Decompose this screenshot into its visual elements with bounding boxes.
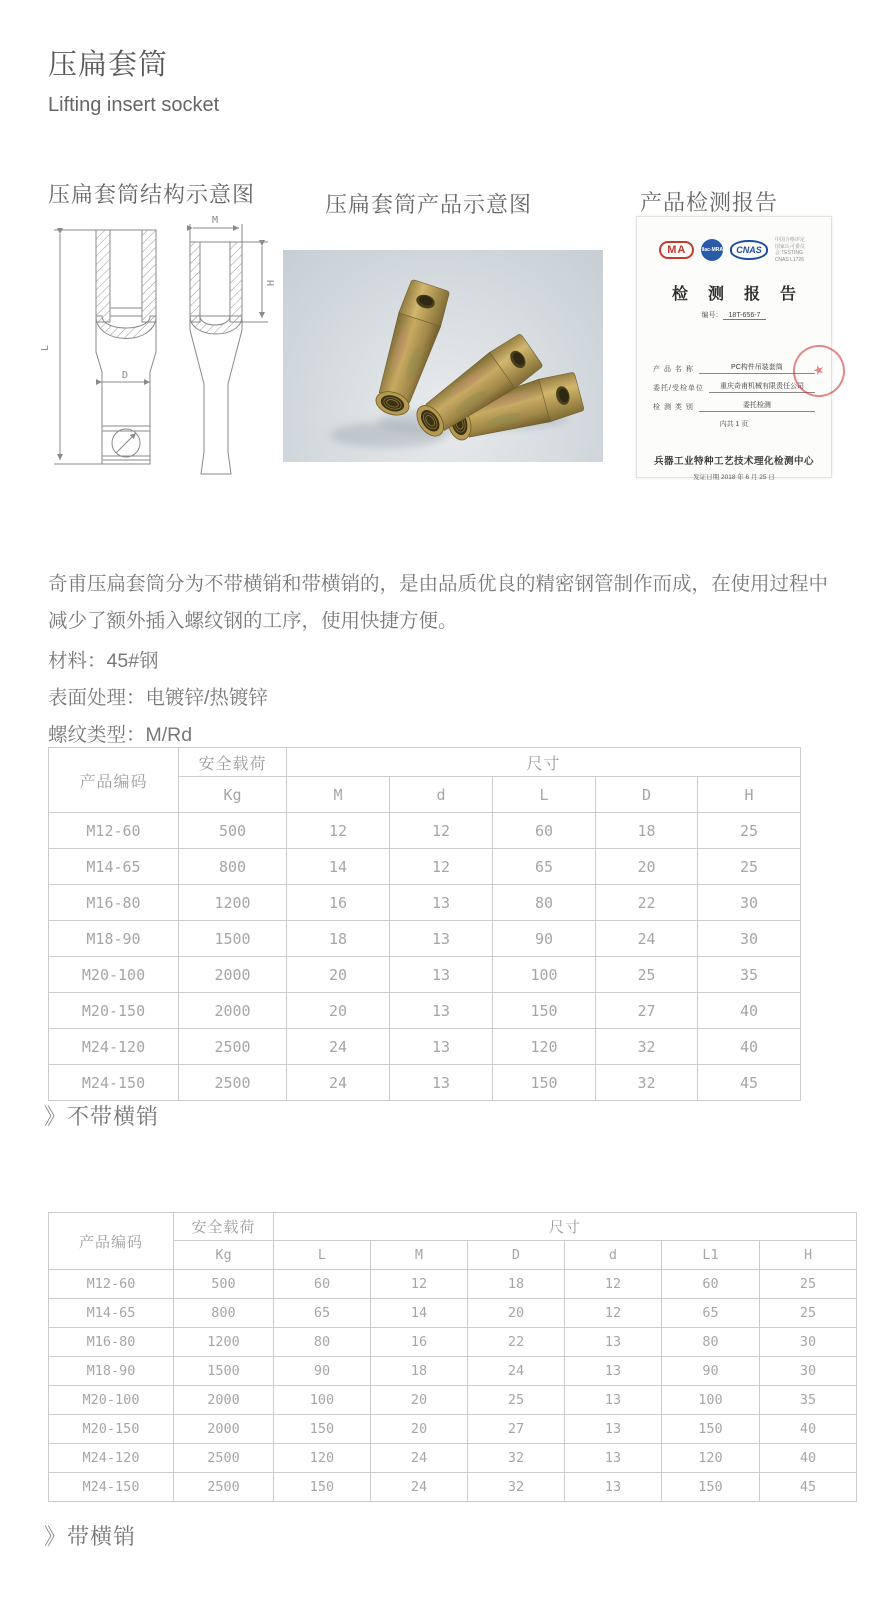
t1-dim-D: 24 [596, 921, 698, 957]
t1-dim-D: 18 [596, 813, 698, 849]
t2-dim-header: H [760, 1241, 857, 1270]
t2-product-code: M24-120 [49, 1444, 174, 1473]
t2-dim-d: 12 [565, 1299, 662, 1328]
t2-load: 2500 [174, 1473, 274, 1502]
t2-dim-header: D [468, 1241, 565, 1270]
t1-table-row [49, 813, 801, 849]
t2-dim-m: 14 [371, 1299, 468, 1328]
t1-col-product-code: 产品编码 [49, 748, 179, 813]
t1-dim-d: 12 [390, 849, 493, 885]
t1-load: 2500 [179, 1029, 287, 1065]
t1-load-unit: Kg [179, 777, 287, 813]
cnas-side-text: 中国合格评定 国家认可委员会 TESTING CNAS L1726 [774, 237, 805, 263]
t1-dim-m: 14 [287, 849, 390, 885]
t1-dim-h: 40 [698, 993, 801, 1029]
t1-dim-l: 120 [493, 1029, 596, 1065]
t2-dim-h: 25 [760, 1270, 857, 1299]
certificate-pages-note: 内共 1 页 [719, 421, 749, 428]
t2-dim-header: M [371, 1241, 468, 1270]
t2-dim-l1: 100 [662, 1386, 760, 1415]
t1-dim-m: 24 [287, 1065, 390, 1101]
certificate-issuer: 兵器工业特种工艺技术理化检测中心 [653, 456, 814, 467]
certificate-field-value: 重庆奇甫机械有限责任公司 [709, 381, 815, 393]
t1-dim-h: 40 [698, 1029, 801, 1065]
t1-load: 1500 [179, 921, 287, 957]
t1-dim-l: 65 [493, 849, 596, 885]
t1-product-code: M20-100 [49, 957, 179, 993]
t1-dim-m: 20 [287, 957, 390, 993]
t2-dim-l: 100 [274, 1386, 371, 1415]
dim-label-h: H [266, 279, 277, 286]
t2-dim-l1: 150 [662, 1415, 760, 1444]
t1-dim-header: d [390, 777, 493, 813]
thread-type-line: 螺纹类型：M/Rd [48, 724, 193, 746]
t1-dim-l: 150 [493, 1065, 596, 1101]
certificate-number-value: 18T-656-7 [723, 312, 767, 320]
t1-col-size-group: 尺寸 [287, 748, 801, 777]
t2-dim-D: 18 [468, 1270, 565, 1299]
t2-dim-h: 40 [760, 1415, 857, 1444]
t2-product-code: M24-150 [49, 1473, 174, 1502]
t2-product-code: M12-60 [49, 1270, 174, 1299]
product-photo-heading: 压扁套筒产品示意图 [325, 192, 533, 217]
t2-dim-header: L [274, 1241, 371, 1270]
t1-product-code: M24-120 [49, 1029, 179, 1065]
spec-table-without-pin [48, 747, 801, 1101]
t2-product-code: M18-90 [49, 1357, 174, 1386]
t1-load: 2500 [179, 1065, 287, 1101]
t2-load-unit: Kg [174, 1241, 274, 1270]
t1-dim-h: 25 [698, 813, 801, 849]
t2-table-row [49, 1473, 857, 1502]
t1-dim-header: M [287, 777, 390, 813]
t1-dim-d: 13 [390, 1029, 493, 1065]
spec-table-with-pin [48, 1212, 857, 1502]
t2-dim-h: 35 [760, 1386, 857, 1415]
t2-dim-l1: 65 [662, 1299, 760, 1328]
t2-dim-l1: 90 [662, 1357, 760, 1386]
t1-dim-d: 12 [390, 813, 493, 849]
dim-label-m: M [212, 215, 219, 226]
structure-diagram [38, 212, 280, 488]
t2-col-product-code: 产品编码 [49, 1213, 174, 1270]
t2-col-size-group: 尺寸 [274, 1213, 857, 1241]
t1-load: 2000 [179, 993, 287, 1029]
t1-dim-m: 20 [287, 993, 390, 1029]
t2-dim-l1: 60 [662, 1270, 760, 1299]
t2-product-code: M16-80 [49, 1328, 174, 1357]
certificate-field-value: 委托检测 [699, 400, 815, 412]
t1-dim-d: 13 [390, 957, 493, 993]
caption-without-pin: 》不带横销 [44, 1104, 160, 1129]
surface-treatment-line: 表面处理：电镀锌/热镀锌 [48, 687, 268, 709]
test-report-heading: 产品检测报告 [640, 190, 779, 215]
t2-dim-header: d [565, 1241, 662, 1270]
t2-dim-header: L1 [662, 1241, 760, 1270]
t2-dim-D: 24 [468, 1357, 565, 1386]
t1-table-row [49, 885, 801, 921]
t1-product-code: M18-90 [49, 921, 179, 957]
ilac-mra-logo-icon: ilac-MRA [701, 239, 723, 261]
t2-dim-d: 13 [565, 1473, 662, 1502]
t1-dim-D: 25 [596, 957, 698, 993]
t2-load: 1200 [174, 1328, 274, 1357]
t1-dim-h: 25 [698, 849, 801, 885]
t2-dim-h: 30 [760, 1357, 857, 1386]
t2-table-row [49, 1386, 857, 1415]
t1-load: 1200 [179, 885, 287, 921]
t1-dim-D: 32 [596, 1029, 698, 1065]
t1-table-row [49, 1065, 801, 1101]
certificate-number-label: 编号： [701, 312, 723, 319]
test-report-certificate [636, 216, 832, 481]
t1-dim-D: 27 [596, 993, 698, 1029]
t1-dim-m: 18 [287, 921, 390, 957]
t2-dim-D: 27 [468, 1415, 565, 1444]
structure-diagram-heading: 压扁套筒结构示意图 [48, 182, 256, 207]
t1-dim-d: 13 [390, 1065, 493, 1101]
t2-dim-D: 32 [468, 1473, 565, 1502]
t2-load: 800 [174, 1299, 274, 1328]
t1-dim-D: 22 [596, 885, 698, 921]
dim-label-l: L [40, 344, 51, 351]
t1-table-row [49, 957, 801, 993]
t2-load: 1500 [174, 1357, 274, 1386]
t1-dim-h: 30 [698, 921, 801, 957]
certificate-field-row [653, 400, 815, 412]
t2-dim-l: 80 [274, 1328, 371, 1357]
t2-dim-D: 25 [468, 1386, 565, 1415]
page-subtitle: Lifting insert socket [48, 94, 220, 116]
t1-dim-header: L [493, 777, 596, 813]
t2-dim-l: 120 [274, 1444, 371, 1473]
t1-dim-h: 35 [698, 957, 801, 993]
t2-dim-m: 20 [371, 1386, 468, 1415]
t2-table-row [49, 1299, 857, 1328]
t2-dim-h: 40 [760, 1444, 857, 1473]
cma-logo-icon: MA [659, 241, 694, 259]
t1-dim-l: 60 [493, 813, 596, 849]
dim-label-d: D [122, 370, 129, 381]
t2-dim-l: 90 [274, 1357, 371, 1386]
certificate-field-value: PC构件吊装套筒 [699, 362, 815, 374]
t2-dim-m: 16 [371, 1328, 468, 1357]
caption-with-pin: 》带横销 [44, 1524, 137, 1549]
t1-dim-l: 80 [493, 885, 596, 921]
t2-dim-m: 24 [371, 1444, 468, 1473]
t2-dim-l: 150 [274, 1415, 371, 1444]
t2-dim-l1: 120 [662, 1444, 760, 1473]
t2-dim-d: 13 [565, 1415, 662, 1444]
t1-dim-header: H [698, 777, 801, 813]
t1-dim-d: 13 [390, 885, 493, 921]
t2-col-safe-load: 安全载荷 [174, 1213, 274, 1241]
t2-dim-h: 45 [760, 1473, 857, 1502]
t2-dim-l: 65 [274, 1299, 371, 1328]
t1-dim-l: 90 [493, 921, 596, 957]
t1-dim-l: 150 [493, 993, 596, 1029]
t1-product-code: M20-150 [49, 993, 179, 1029]
t2-dim-D: 32 [468, 1444, 565, 1473]
certificate-field-label: 委托/受检单位 [653, 385, 704, 392]
certificate-date: 发证日期 2018 年 6 月 25 日 [693, 474, 775, 481]
t1-dim-d: 13 [390, 921, 493, 957]
t2-load: 2000 [174, 1386, 274, 1415]
t2-table-row [49, 1415, 857, 1444]
t2-product-code: M20-100 [49, 1386, 174, 1415]
t2-dim-h: 30 [760, 1328, 857, 1357]
t1-dim-m: 16 [287, 885, 390, 921]
t2-dim-d: 13 [565, 1444, 662, 1473]
t1-product-code: M12-60 [49, 813, 179, 849]
t1-dim-m: 24 [287, 1029, 390, 1065]
material-line: 材料：45#钢 [48, 650, 159, 672]
product-description: 奇甫压扁套筒分为不带横销和带横销的，是由品质优良的精密钢管制作而成，在使用过程中减少了额外插入螺纹钢的工序，使用快捷方便。 [48, 573, 829, 632]
t1-product-code: M14-65 [49, 849, 179, 885]
t1-dim-D: 20 [596, 849, 698, 885]
t2-dim-d: 13 [565, 1357, 662, 1386]
t1-dim-m: 12 [287, 813, 390, 849]
t2-dim-l: 150 [274, 1473, 371, 1502]
t2-product-code: M20-150 [49, 1415, 174, 1444]
t2-dim-l1: 150 [662, 1473, 760, 1502]
t2-product-code: M14-65 [49, 1299, 174, 1328]
t2-dim-h: 25 [760, 1299, 857, 1328]
t2-dim-m: 20 [371, 1415, 468, 1444]
t1-product-code: M16-80 [49, 885, 179, 921]
t2-dim-m: 24 [371, 1473, 468, 1502]
t1-load: 800 [179, 849, 287, 885]
t1-dim-D: 32 [596, 1065, 698, 1101]
certificate-logos [637, 237, 831, 263]
t2-table-row [49, 1357, 857, 1386]
t2-dim-D: 22 [468, 1328, 565, 1357]
t2-dim-d: 12 [565, 1270, 662, 1299]
t2-dim-m: 12 [371, 1270, 468, 1299]
product-photo [283, 250, 603, 462]
t2-dim-D: 20 [468, 1299, 565, 1328]
t2-load: 2500 [174, 1444, 274, 1473]
t1-table-row [49, 921, 801, 957]
t2-table-row [49, 1328, 857, 1357]
t1-product-code: M24-150 [49, 1065, 179, 1101]
t1-dim-header: D [596, 777, 698, 813]
t1-col-safe-load: 安全载荷 [179, 748, 287, 777]
t2-table-row [49, 1444, 857, 1473]
page-title: 压扁套筒 [48, 49, 169, 81]
t1-dim-h: 45 [698, 1065, 801, 1101]
t2-load: 2000 [174, 1415, 274, 1444]
certificate-field-row [653, 381, 815, 393]
t1-table-row [49, 849, 801, 885]
t1-dim-l: 100 [493, 957, 596, 993]
certificate-title: 检 测 报 告 [671, 286, 804, 303]
t1-dim-h: 30 [698, 885, 801, 921]
t2-dim-d: 13 [565, 1386, 662, 1415]
t1-table-row [49, 993, 801, 1029]
t2-load: 500 [174, 1270, 274, 1299]
t2-dim-m: 18 [371, 1357, 468, 1386]
certificate-field-row [653, 362, 815, 374]
t2-dim-l: 60 [274, 1270, 371, 1299]
certificate-number [637, 310, 831, 320]
t1-load: 500 [179, 813, 287, 849]
t1-dim-d: 13 [390, 993, 493, 1029]
t2-dim-d: 13 [565, 1328, 662, 1357]
certificate-field-label: 产 品 名 称 [653, 366, 694, 373]
t1-table-row [49, 1029, 801, 1065]
certificate-field-label: 检 测 类 别 [653, 404, 694, 411]
cnas-logo-icon: CNAS [730, 240, 768, 260]
t2-dim-l1: 80 [662, 1328, 760, 1357]
t1-load: 2000 [179, 957, 287, 993]
t2-table-row [49, 1270, 857, 1299]
